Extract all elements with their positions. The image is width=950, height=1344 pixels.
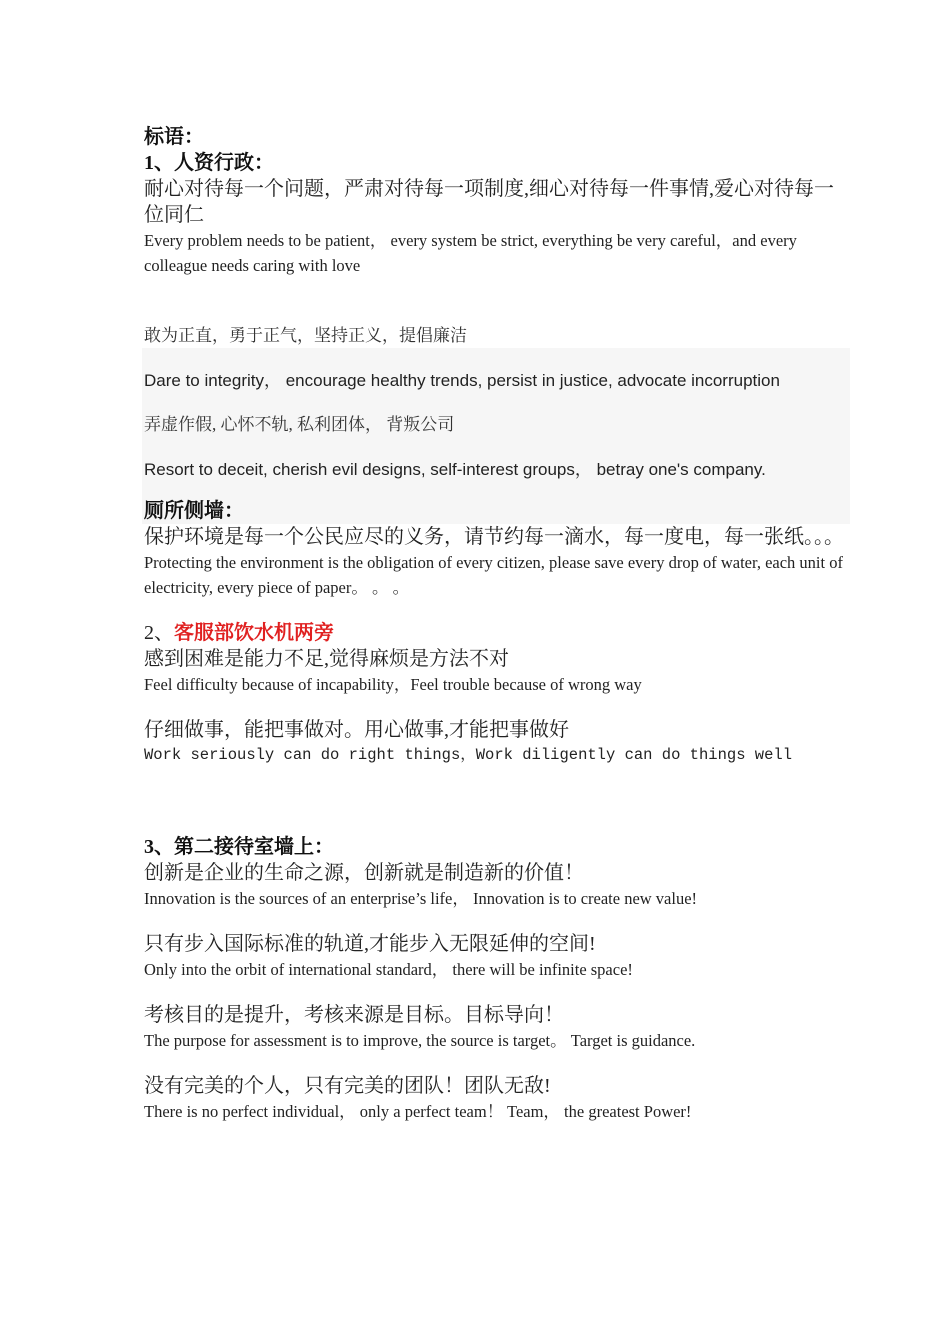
section-1-slogan-en-1: Every problem needs to be patient， every system be strict, everything be very careful，and every colleague needs caring with love xyxy=(144,231,797,275)
toilet-slogan-en: Protecting the environment is the obligation of every citizen, please save every drop of water, each unit of electricity, every piece of paper。 。 。 xyxy=(144,553,843,597)
toilet-wall-heading: 厕所侧墙： xyxy=(144,500,244,522)
shaded-block xyxy=(142,348,850,524)
section-2-heading xyxy=(144,620,850,646)
section-2-number: 2、 xyxy=(144,622,174,644)
section-3-heading: 3、第二接待室墙上： xyxy=(144,836,334,858)
section-1-slogan-cn-1: 耐心对待每一个问题，严肃对待每一项制度,细心对待每一件事情,爱心对待每一位同仁 xyxy=(144,178,834,226)
section-3-slogan-en-3: The purpose for assessment is to improve, the source is target。 Target is guidance. xyxy=(144,1031,696,1050)
doc-title: 标语： xyxy=(144,126,204,148)
section-1-heading: 1、人资行政： xyxy=(144,152,274,174)
section-1-slogan-cn-3: 弄虚作假, 心怀不轨, 私利团体， 背叛公司 xyxy=(144,415,455,434)
section-2-slogan-cn-2: 仔细做事，能把事做对。用心做事,才能把事做好 xyxy=(144,719,569,741)
section-2-slogan-en-1: Feel difficulty because of incapability，Feel trouble because of wrong way xyxy=(144,675,642,694)
toilet-slogan-cn: 保护环境是每一个公民应尽的义务，请节约每一滴水，每一度电，每一张纸。。。 xyxy=(144,526,844,548)
section-2-slogan-en-2: Work seriously can do right things，Work diligently can do things well xyxy=(144,746,793,764)
section-1-slogan-en-3: Resort to deceit, cherish evil designs, self-interest groups， betray one's company. xyxy=(144,460,766,479)
section-3-slogan-cn-1: 创新是企业的生命之源，创新就是制造新的价值！ xyxy=(144,862,584,884)
section-3-slogan-en-2: Only into the orbit of international standard， there will be infinite space! xyxy=(144,960,633,979)
section-3-slogan-cn-2: 只有步入国际标准的轨道,才能步入无限延伸的空间! xyxy=(144,933,596,955)
section-3-slogan-cn-3: 考核目的是提升，考核来源是目标。目标导向！ xyxy=(144,1004,564,1026)
section-2-title: 客服部饮水机两旁 xyxy=(174,622,334,644)
section-3-slogan-en-1: Innovation is the sources of an enterprise’s life， Innovation is to create new value! xyxy=(144,889,698,908)
section-3-slogan-cn-4: 没有完美的个人，只有完美的团队！团队无敌! xyxy=(144,1075,551,1097)
section-1-slogan-en-2: Dare to integrity， encourage healthy trends, persist in justice, advocate incorruption xyxy=(144,371,780,390)
section-3-slogan-en-4: There is no perfect individual， only a perfect team！ Team， the greatest Power! xyxy=(144,1102,692,1121)
document-content xyxy=(144,124,850,1124)
section-2-slogan-cn-1: 感到困难是能力不足,觉得麻烦是方法不对 xyxy=(144,648,509,670)
section-1-slogan-cn-2: 敢为正直，勇于正气，坚持正义，提倡廉洁 xyxy=(144,326,467,345)
